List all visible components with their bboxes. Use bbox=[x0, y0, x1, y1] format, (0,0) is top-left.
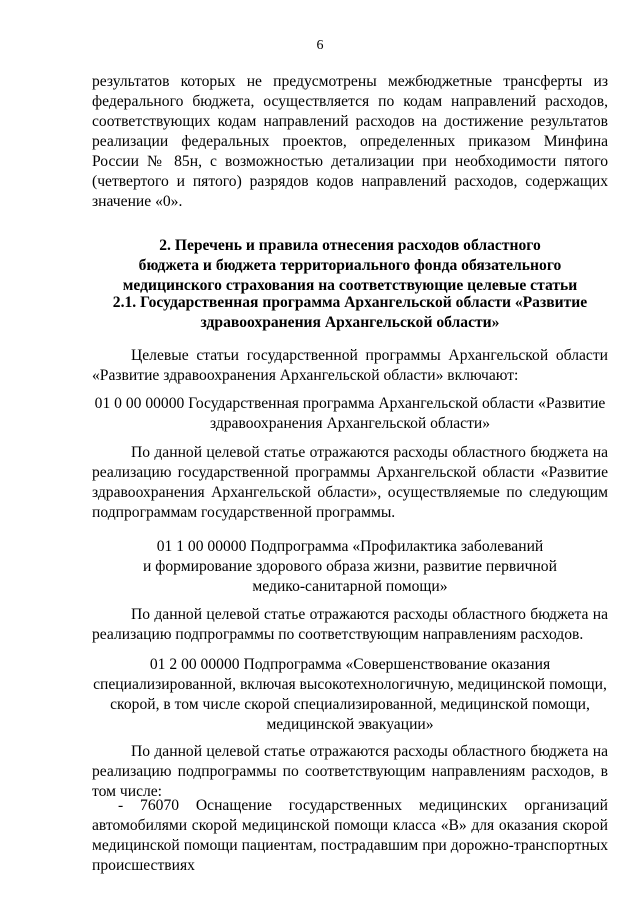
code-line: и формирование здорового образа жизни, развитие первичной bbox=[143, 558, 557, 575]
text-line: автомобилями скорой медицинской помощи класса «В» для оказания скорой bbox=[92, 817, 608, 834]
code-line: 01 0 00 00000 Государственная программа Архангельской области «Развитие bbox=[94, 395, 606, 412]
code-line: специализированной, включая высокотехнологичную, медицинской помощи, bbox=[93, 676, 607, 693]
text-line: По данной целевой статье отражаются расходы областного бюджета на bbox=[131, 743, 608, 760]
page-number: 6 bbox=[316, 38, 324, 53]
reflect-program-paragraph bbox=[92, 443, 608, 523]
text-line: По данной целевой статье отражаются расходы областного бюджета на bbox=[131, 444, 608, 461]
text-line: Целевые статьи государственной программы Архангельской области bbox=[131, 347, 608, 364]
text-line: (четвертого и пятого) разрядов кодов направлений расходов, содержащих bbox=[92, 173, 608, 190]
text-line: подпрограммам государственной программы. bbox=[92, 504, 396, 521]
code-01-2-00-00000 bbox=[92, 655, 608, 735]
heading-line: 2.1. Государственная программа Архангельской области «Развитие bbox=[112, 294, 588, 311]
text-line: - 76070 Оснащение государственных медицинских организаций bbox=[118, 797, 608, 814]
heading-line: медицинского страхования на соответствующие целевые статьи bbox=[122, 277, 578, 294]
text-line: медицинской помощи пациентам, пострадавшим при дорожно-транспортных bbox=[92, 837, 608, 854]
heading-line: здравоохранения Архангельской области» bbox=[200, 314, 500, 331]
code-01-0-00-00000 bbox=[92, 394, 608, 434]
section-2-heading bbox=[92, 236, 608, 296]
text-line: происшествиях bbox=[92, 857, 195, 874]
targets-paragraph bbox=[92, 346, 608, 386]
text-line: соответствующих кодам направлений расходов на достижение результатов bbox=[92, 113, 608, 130]
text-line: результатов которых не предусмотрены межбюджетные трансферты из bbox=[92, 73, 608, 90]
text-line: федерального бюджета, осуществляется по кодам направлений расходов, bbox=[92, 93, 608, 110]
reflect-subprogram-1-paragraph bbox=[92, 605, 608, 645]
text-line: реализацию государственной программы Архангельской области «Развитие bbox=[92, 464, 608, 481]
text-line: России № 85н, с возможностью детализации при необходимости пятого bbox=[92, 153, 608, 170]
section-2-1-heading bbox=[92, 293, 608, 333]
code-line: 01 2 00 00000 Подпрограмма «Совершенствование оказания bbox=[149, 656, 551, 673]
text-line: «Развитие здравоохранения Архангельской области» включают: bbox=[92, 367, 519, 384]
text-line: значение «0». bbox=[92, 193, 183, 210]
heading-line: 2. Перечень и правила отнесения расходов областного bbox=[159, 237, 541, 254]
reflect-subprogram-2-paragraph bbox=[92, 742, 608, 802]
item-76070 bbox=[92, 796, 608, 876]
heading-line: бюджета и бюджета территориального фонда обязательного bbox=[138, 257, 562, 274]
text-line: реализации федеральных проектов, определенных приказом Минфина bbox=[92, 133, 608, 150]
code-line: здравоохранения Архангельской области» bbox=[209, 415, 491, 432]
code-line: 01 1 00 00000 Подпрограмма «Профилактика заболеваний bbox=[156, 538, 544, 555]
code-line: медицинской эвакуации» bbox=[266, 716, 434, 733]
code-line: медико-санитарной помощи» bbox=[252, 578, 448, 595]
text-line: реализацию подпрограммы по соответствующим направлениям расходов, в bbox=[92, 763, 608, 780]
intro-paragraph bbox=[92, 72, 608, 212]
code-01-1-00-00000 bbox=[92, 537, 608, 597]
text-line: том числе: bbox=[92, 783, 163, 800]
code-line: скорой, в том числе скорой специализированной, медицинской помощи, bbox=[110, 696, 590, 713]
text-line: По данной целевой статье отражаются расходы областного бюджета на bbox=[131, 606, 608, 623]
text-line: здравоохранения Архангельской области», осуществляемые по следующим bbox=[92, 484, 608, 501]
text-line: реализацию подпрограммы по соответствующим направлениям расходов. bbox=[92, 626, 584, 643]
